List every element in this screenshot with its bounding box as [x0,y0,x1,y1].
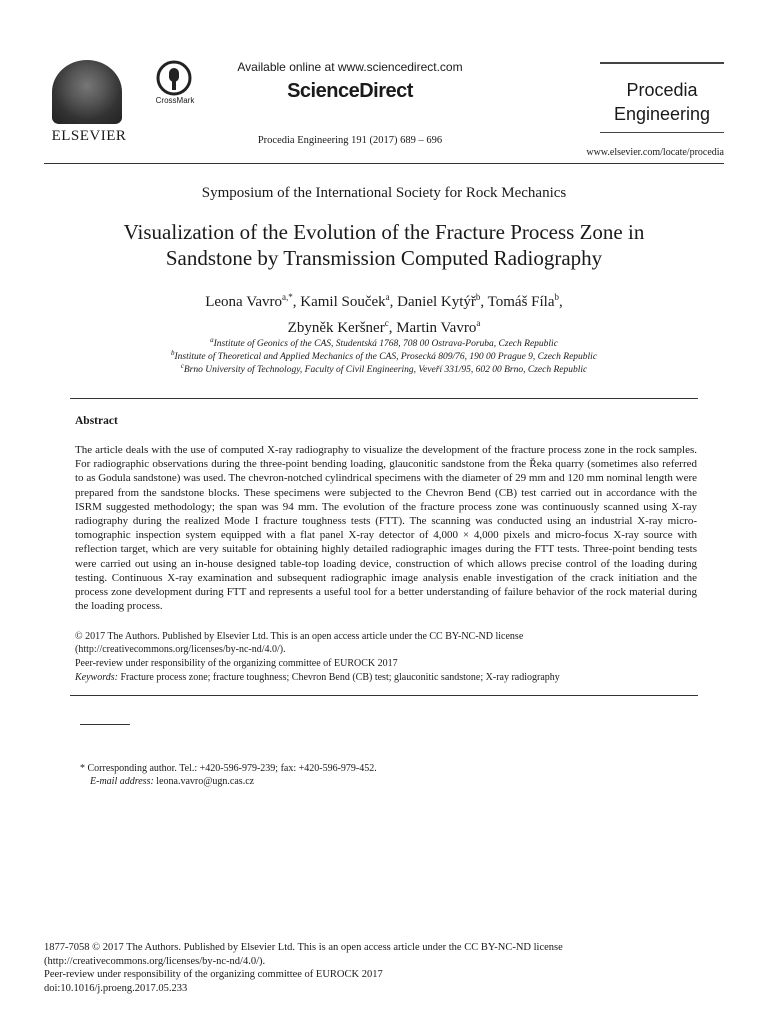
email-label: E-mail address: [90,776,154,787]
license-link[interactable]: (http://creativecommons.org/licenses/by-nc-nd/4.0/). [75,644,286,655]
page-footer [44,941,724,995]
footer-license-link[interactable]: (http://creativecommons.org/licenses/by-nc-nd/4.0/). [44,955,266,967]
publisher-name: ELSEVIER [51,128,127,144]
crossmark-label: CrossMark [155,96,195,105]
journal-url-link[interactable]: www.elsevier.com/locate/procedia [586,147,724,158]
author-affil-sup: a,* [282,292,293,302]
author-affil-sup: b [554,292,560,302]
crossmark-icon[interactable] [156,60,192,96]
footer-issn-copyright: 1877-7058 © 2017 The Authors. Published by Elsevier Ltd. This is an open access article under the CC BY-NC-ND license [44,942,563,953]
author-affil-sup: c [384,318,389,328]
header-divider [44,163,724,164]
author-name: Leona Vavro [205,294,283,310]
symposium-name: Symposium of the International Society for Rock Mechanics [201,185,567,201]
abstract-copyright: © 2017 The Authors. Published by Elsevier Ltd. This is an open access article under the CC BY-NC-ND license [75,631,524,642]
keywords [75,671,697,684]
corresponding-author-footnote [80,762,377,788]
footer-peer-review: Peer-review under responsibility of the organizing committee of EUROCK 2017 [44,969,383,981]
abstract-body: The article deals with the use of computed X-ray radiography to visualize the development of the fracture process zone in the rock samples. For radiographic observations during the three-point bending loading, glauconitic sandstone from the Řeka quarry (sometimes also referred to as Godula sandstone) was used. The chevron-notched cylindrical specimens with the diameter of 29 mm and 120 mm nominal length were prepared from the sandstone blocks. These specimens were subjected to the Chevron Bend (CB) test carried out in accordance with the ISRM suggested methodology; the span was 94 mm. The evolution of the fracture process zone was continuously scanned using X-ray radiography during the realized Mode I fracture toughness tests (FTT). The scanning was conducted using an industrial X-ray micro-tomographic inspection system equipped with a flat panel X-ray detector of 4,000 × 4,000 pixels and micro-focus X-ray source with reflection target, which are very suitable for obtaining highly detailed radiographic images during the FTT tests. Three-point bending tests were carried out using an in-house designed table-top loading device, construction of which allows precise control of the loading during testing. Continuous X-ray examination and subsequent radiographic image analysis enable investigation of the crack initiation and the process zone development during FTT and represents a useful tool for a better understanding of failure behavior of the rock material during the loading process. [75,444,697,613]
available-online-text: Available online at www.sciencedirect.com [237,60,463,74]
sciencedirect-logo[interactable]: ScienceDirect [287,80,413,102]
author-affil-sup: a [476,318,481,328]
journal-name [600,78,724,126]
email-address[interactable]: leona.vavro@ugn.cas.cz [156,776,255,787]
affiliation-a: $^a$Institute of Geonics of the CAS, Studentská 1768, 708 00 Ostrava-Poruba, Czech Republic [210,336,558,350]
author-name: Kamil Souček [300,294,386,310]
peer-review-note: Peer-review under responsibility of the organizing committee of EUROCK 2017 [75,658,398,669]
journal-name-line2: Engineering [613,104,711,124]
author-name: Tomáš Fíla [487,294,555,310]
journal-citation: Procedia Engineering 191 (2017) 689 – 696 [257,135,443,146]
paper-title-line2: Sandstone by Transmission Computed Radiography [165,246,603,270]
keywords-text: Fracture process zone; fracture toughness; Chevron Bend (CB) test; glauconitic sandstone; X-ray radiography [120,672,560,683]
footnote-divider [80,724,130,725]
journal-name-line1: Procedia [626,80,698,100]
author-name: Martin Vavro [396,320,477,336]
affiliation-b: $^b$Institute of Theoretical and Applied Mechanics of the CAS, Prosecká 809/76, 190 00 Prague 9, Czech Republic [170,349,598,363]
author-list: Leona Vavro$^{a,*}$, Kamil Souček$^a$, Daniel Kytýř$^b$, Tomáš Fíla$^b$, Zbyněk Keršner$^c$, Martin Vavro$^a$ [205,292,563,336]
keywords-label: Keywords: [75,672,118,683]
author-affil-sup: a [385,292,390,302]
affiliation-c: $^c$Brno University of Technology, Faculty of Civil Engineering, Veveří 331/95, 602 00 Brno, Czech Republic [180,362,588,376]
corresponding-author-contact: * Corresponding author. Tel.: +420-596-979-239; fax: +420-596-979-452. [80,763,377,774]
journal-box-divider [600,132,724,133]
footer-doi[interactable]: doi:10.1016/j.proeng.2017.05.233 [44,982,188,994]
author-affil-sup: b [475,292,481,302]
author-name: Daniel Kytýř [397,294,476,310]
abstract-bottom-rule [70,695,698,696]
abstract-top-rule [70,398,698,399]
paper-title-line1: Visualization of the Evolution of the Fracture Process Zone in [123,220,645,244]
elsevier-tree-logo [52,60,122,124]
abstract-heading: Abstract [75,415,118,427]
author-name: Zbyněk Keršner [287,320,385,336]
paper-title [44,219,724,271]
